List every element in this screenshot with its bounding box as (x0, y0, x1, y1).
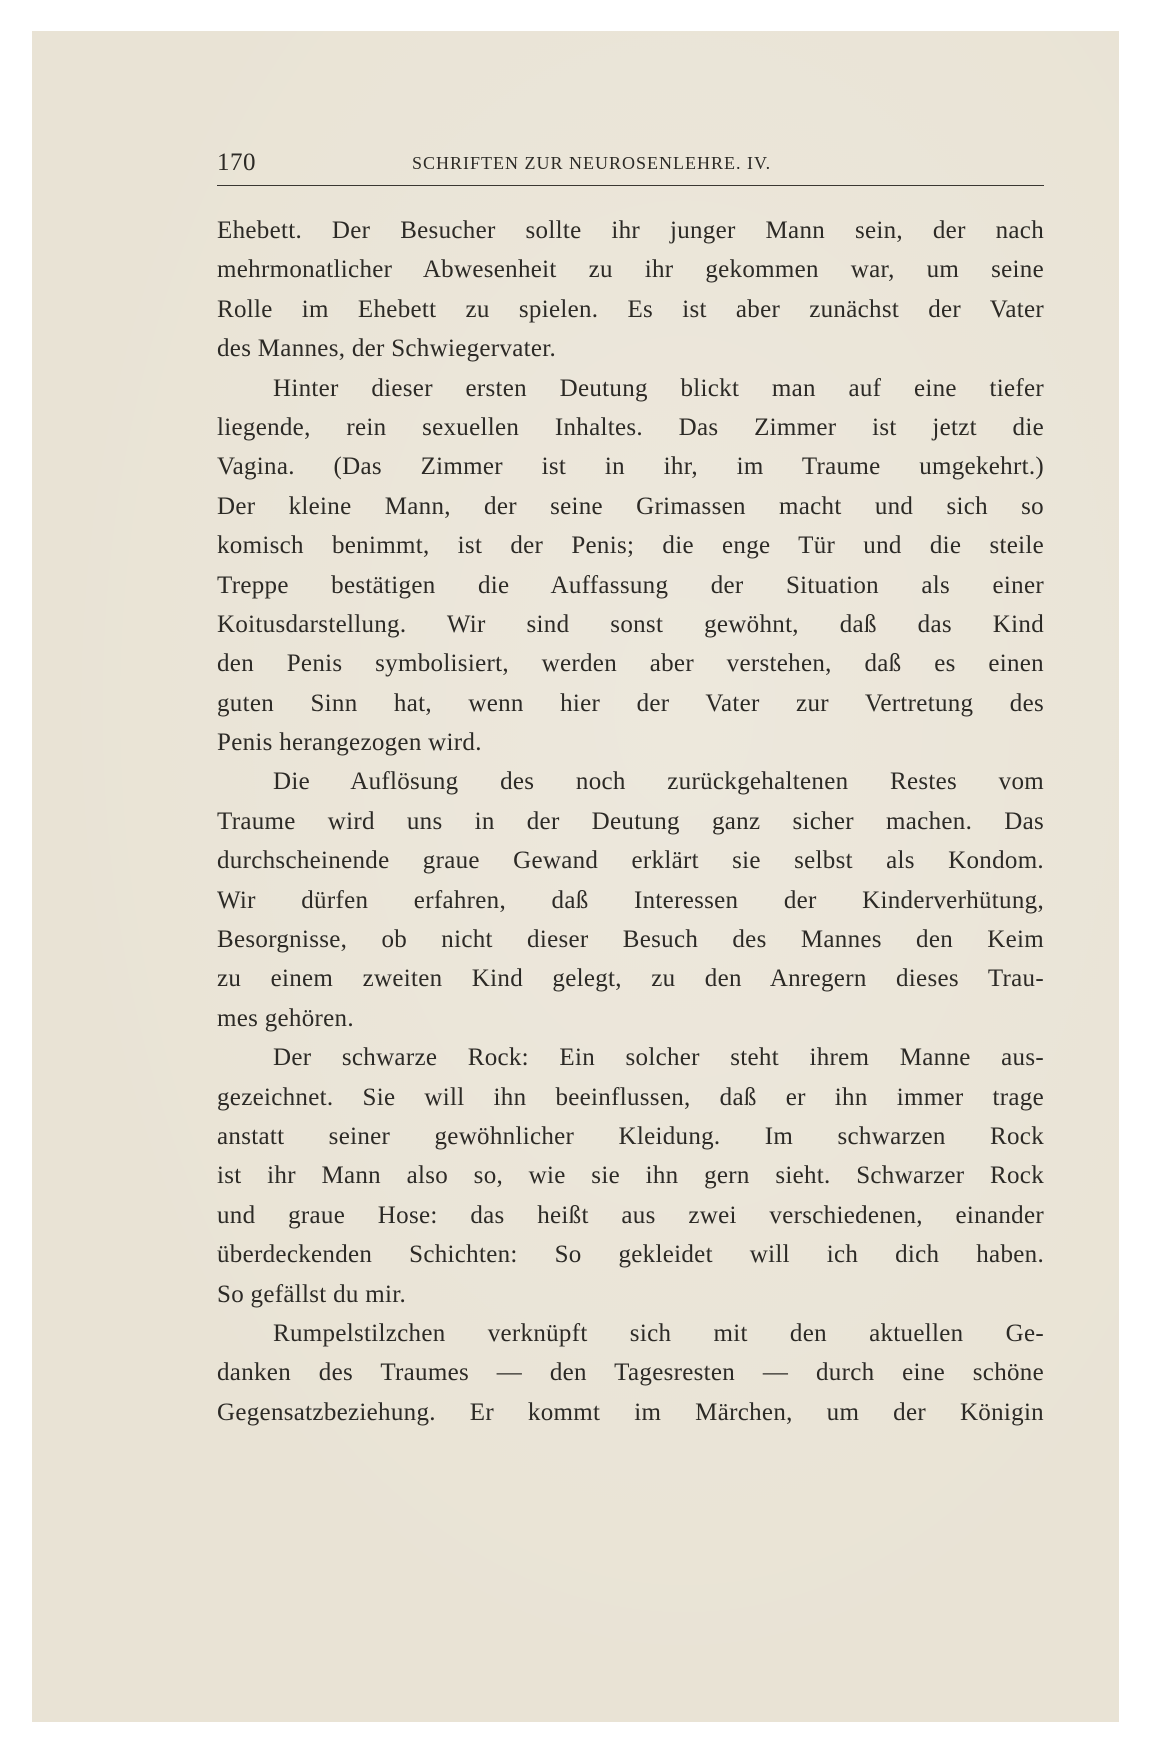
text-line: Hinter dieser ersten Deutung blickt man auf eine tiefer (273, 374, 1044, 402)
page-number: 170 (217, 149, 256, 176)
text-line: anstatt seiner gewöhnlicher Kleidung. Im schwarzen Rock (217, 1122, 1044, 1150)
text-line: Penis herangezogen wird. (217, 729, 482, 757)
text-line: Ehebett. Der Besucher sollte ihr junger Mann sein, der nach (217, 217, 1044, 244)
text-line: durchscheinende graue Gewand erklärt sie selbst als Kondom. (217, 847, 1044, 875)
text-line: mes gehören. (217, 1004, 354, 1032)
text-line: Wir dürfen erfahren, daß Interessen der Kinderverhütung, (217, 886, 1044, 914)
text-line: komisch benimmt, ist der Penis; die enge Tür und die steile (217, 532, 1044, 560)
scanned-page (32, 31, 1119, 1722)
text-line: danken des Traumes — den Tagesresten — durch eine schöne (217, 1359, 1044, 1387)
text-line: den Penis symbolisiert, werden aber verstehen, daß es einen (217, 650, 1044, 678)
text-line: Besorgnisse, ob nicht dieser Besuch des Mannes den Keim (217, 926, 1044, 954)
text-line: Rumpelstilzchen verknüpft sich mit den aktuellen Ge- (273, 1319, 1044, 1347)
text-line: Rolle im Ehebett zu spielen. Es ist aber zunächst der Vater (217, 295, 1044, 323)
text-line: liegende, rein sexuellen Inhaltes. Das Zimmer ist jetzt die (217, 413, 1044, 441)
running-head (217, 149, 1044, 186)
text-line: des Mannes, der Schwiegervater. (217, 335, 557, 363)
text-line: ist ihr Mann also so, wie sie ihn gern sieht. Schwarzer Rock (217, 1162, 1044, 1190)
text-line: und graue Hose: das heißt aus zwei verschiedenen, einander (217, 1201, 1044, 1229)
text-line: Die Auflösung des noch zurückgehaltenen Restes vom (273, 768, 1044, 796)
text-line: überdeckenden Schichten: So gekleidet will ich dich haben. (217, 1241, 1044, 1269)
text-line: Gegensatzbeziehung. Er kommt im Märchen, um der Königin (217, 1398, 1044, 1426)
text-line: So gefällst du mir. (217, 1280, 407, 1308)
book-page (217, 31, 1077, 1722)
text-line: Koitusdarstellung. Wir sind sonst gewöhnt, daß das Kind (217, 610, 1044, 638)
text-line: Der schwarze Rock: Ein solcher steht ihrem Manne aus- (273, 1044, 1044, 1072)
text-line: Vagina. (Das Zimmer ist in ihr, im Traume umgekehrt.) (217, 453, 1044, 481)
text-line: Traume wird uns in der Deutung ganz sicher machen. Das (217, 807, 1044, 835)
body-text (217, 211, 1044, 1432)
text-line: zu einem zweiten Kind gelegt, zu den Anregern dieses Trau- (217, 965, 1044, 993)
text-line: mehrmonatlicher Abwesenheit zu ihr gekommen war, um seine (217, 256, 1044, 284)
running-title: SCHRIFTEN ZUR NEUROSENLEHRE. IV. (412, 153, 772, 173)
text-line: gezeichnet. Sie will ihn beeinflussen, daß er ihn immer trage (217, 1083, 1044, 1111)
text-line: Treppe bestätigen die Auffassung der Situation als einer (217, 571, 1044, 599)
text-line: Der kleine Mann, der seine Grimassen macht und sich so (217, 492, 1044, 520)
text-line: guten Sinn hat, wenn hier der Vater zur Vertretung des (217, 689, 1044, 717)
